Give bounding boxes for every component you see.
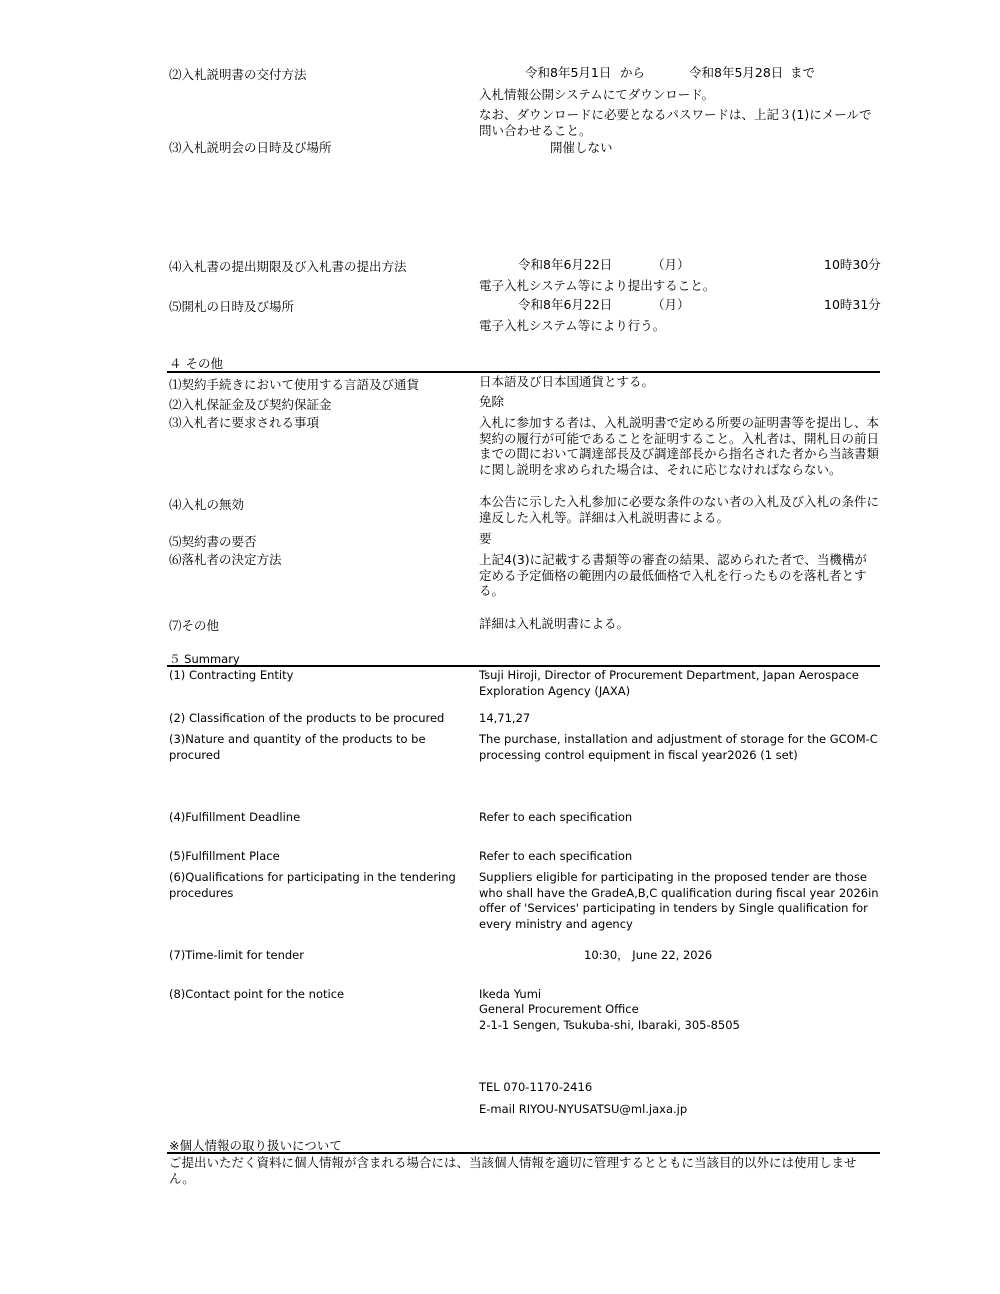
s3-item2-to-date: 令和8年5月28日 <box>689 65 784 80</box>
s5-row8-label: (8)Contact point for the notice <box>169 987 345 1001</box>
s3-item2-from-word: から <box>620 65 646 80</box>
s3-item2-note: なお、ダウンロードに必要となるパスワードは、上記３(1)にメールで問い合わせること。 <box>479 107 872 138</box>
privacy-heading: ※個人情報の取り扱いについて <box>169 1138 342 1153</box>
s3-item4-day: （月） <box>652 257 690 272</box>
s5-heading: ５ Summary <box>169 652 240 666</box>
s5-row6-label: (6)Qualifications for participating in the tendering procedures <box>169 870 456 900</box>
s4-row2-value: 免除 <box>479 394 505 409</box>
s3-item4-label: ⑷入札書の提出期限及び入札書の提出方法 <box>169 259 407 274</box>
s5-row4-label: (4)Fulfillment Deadline <box>169 810 301 824</box>
s5-row5-label: (5)Fulfillment Place <box>169 849 280 863</box>
s5-row1-value: Tsuji Hiroji, Director of Procurement Department, Japan Aerospace Exploration Agency (JAXA) <box>479 668 859 698</box>
s3-item4-time: 10時30分 <box>824 257 881 272</box>
s5-rule <box>167 665 880 667</box>
s5-row6-value: Suppliers eligible for participating in the proposed tender are those who shall have the GradeA,B,C qualification during fiscal year 2026in offer of 'Services' participating in tenders by Single qualification for every ministry and agency <box>479 870 879 931</box>
s5-row4-value: Refer to each specification <box>479 810 633 824</box>
s4-row1-label: ⑴契約手続きにおいて使用する言語及び通貨 <box>169 377 420 392</box>
s4-row3-label: ⑶入札者に要求される事項 <box>169 415 320 430</box>
s3-item4-date: 令和8年6月22日 <box>518 257 613 272</box>
privacy-rule <box>167 1152 880 1154</box>
s5-row3-label: (3)Nature and quantity of the products to be procured <box>169 732 426 762</box>
s4-row4-label: ⑷入札の無効 <box>169 497 245 512</box>
s3-item2-to-word: まで <box>790 65 816 80</box>
s4-row7-value: 詳細は入札説明書による。 <box>479 616 630 631</box>
s5-row7-label: (7)Time-limit for tender <box>169 948 304 962</box>
s3-item2-method: 入札情報公開システムにてダウンロード。 <box>479 87 715 102</box>
s3-item5-label: ⑸開札の日時及び場所 <box>169 299 295 314</box>
s4-row4-value: 本公告に示した入札参加に必要な条件のない者の入札及び入札の条件に違反した入札等。詳細は入札説明書による。 <box>479 494 880 525</box>
s4-row6-value: 上記4(3)に記載する書類等の審査の結果、認められた者で、当機構が定める予定価格の範囲内の最低価格で入札を行ったものを落札者とする。 <box>479 552 867 598</box>
s3-item3-value: 開催しない <box>550 140 613 155</box>
s4-row5-label: ⑸契約書の要否 <box>169 534 257 549</box>
s4-row3-value: 入札に参加する者は、入札説明書で定める所要の証明書等を提出し、本契約の履行が可能であることを証明すること。入札者は、開札日の前日までの間において調達部長及び調達部長から指名された者から当該書類に関し説明を求められた場合は、それに応じなければならない。 <box>479 415 880 477</box>
s5-row1-label: (1) Contracting Entity <box>169 668 294 682</box>
s5-row5-value: Refer to each specification <box>479 849 633 863</box>
s5-row3-value: The purchase, installation and adjustment of storage for the GCOM-C processing control equipment in fiscal year2026 (1 set) <box>479 732 878 762</box>
s4-row7-label: ⑺その他 <box>169 618 220 633</box>
contact-email[interactable]: E-mail RIYOU-NYUSATSU@ml.jaxa.jp <box>479 1102 688 1116</box>
s4-row6-label: ⑹落札者の決定方法 <box>169 552 282 567</box>
s5-row2-label: (2) Classification of the products to be procured <box>169 711 445 725</box>
s3-item5-time: 10時31分 <box>824 297 881 312</box>
s5-row7-value: 10:30， June 22, 2026 <box>584 948 713 962</box>
s4-heading: ４ その他 <box>169 356 223 371</box>
contact-address: 2-1-1 Sengen, Tsukuba-shi, Ibaraki, 305-8505 <box>479 1018 740 1032</box>
s4-row2-label: ⑵入札保証金及び契約保証金 <box>169 397 332 412</box>
s3-item5-method: 電子入札システム等により行う。 <box>479 318 666 333</box>
s3-item5-day: （月） <box>652 297 690 312</box>
s4-row1-value: 日本語及び日本国通貨とする。 <box>479 374 655 389</box>
s3-item4-method: 電子入札システム等により提出すること。 <box>479 278 716 293</box>
s3-item3-label: ⑶入札説明会の日時及び場所 <box>169 140 332 155</box>
s3-item5-date: 令和8年6月22日 <box>518 297 613 312</box>
s5-row2-value: 14,71,27 <box>479 711 531 725</box>
contact-name: Ikeda Yumi <box>479 987 542 1001</box>
contact-tel: TEL 070-1170-2416 <box>479 1080 593 1094</box>
privacy-body: ご提出いただく資料に個人情報が含まれる場合には、当該個人情報を適切に管理するとともに当該目的以外には使用しません。 <box>169 1155 857 1186</box>
s4-row5-value: 要 <box>479 531 492 546</box>
s4-rule <box>167 371 880 373</box>
s3-item2-from-date: 令和8年5月1日 <box>525 65 612 80</box>
s3-item2-label: ⑵入札説明書の交付方法 <box>169 67 307 82</box>
contact-office: General Procurement Office <box>479 1002 639 1016</box>
